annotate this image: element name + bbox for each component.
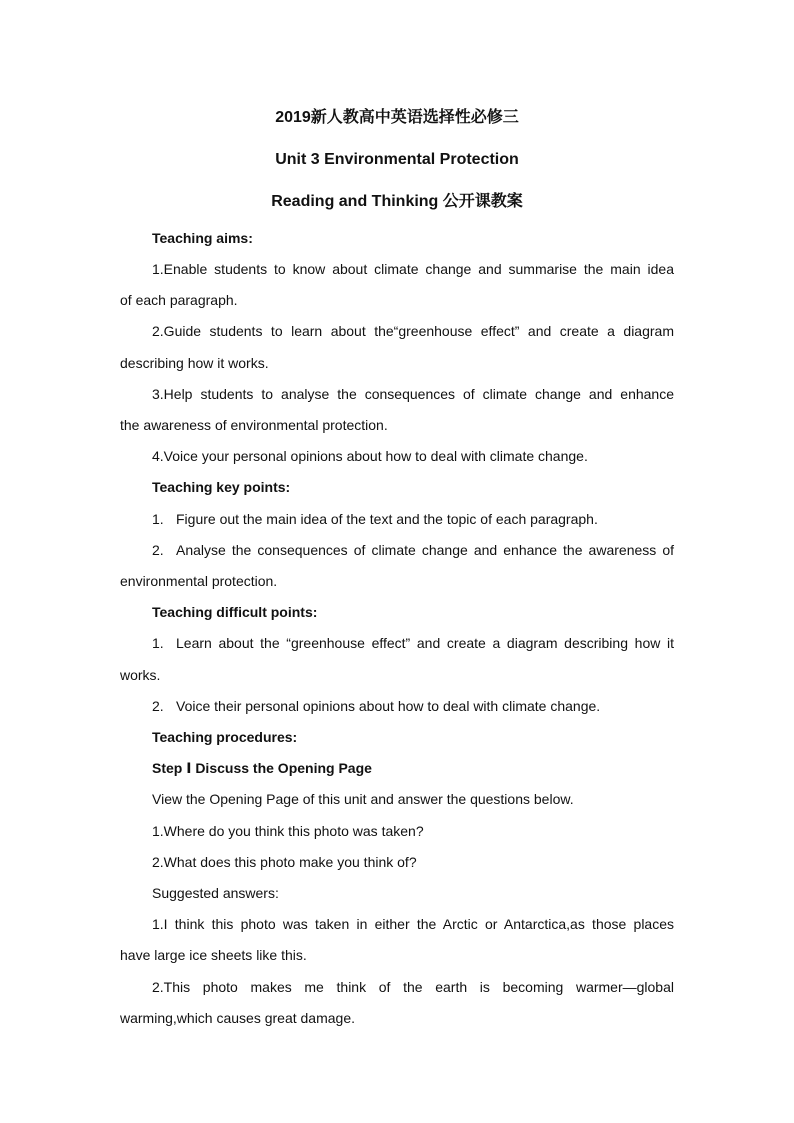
answer-1-line-1: 1.I think this photo was taken in either the Arctic or Antarctica,as those places (152, 916, 674, 932)
aim-4: 4.Voice your personal opinions about how to deal with climate change. (152, 448, 588, 464)
difficult-points-heading: Teaching difficult points: (152, 604, 318, 620)
question-1: 1.Where do you think this photo was taken? (152, 823, 424, 839)
unit-title: Unit 3 Environmental Protection (275, 151, 519, 168)
difficult-point-1-text: Learn about the “greenhouse effect” and create a diagram describing how it (176, 635, 674, 651)
aim-1-line-1: 1.Enable students to know about climate change and summarise the main idea (152, 261, 674, 277)
step-1-heading: Step Ⅰ Discuss the Opening Page (152, 760, 372, 776)
key-point-2-line-2: environmental protection. (120, 573, 278, 589)
key-point-2-text: Analyse the consequences of climate change and enhance the awareness of (176, 542, 674, 558)
difficult-point-1-line-2: works. (120, 667, 161, 683)
list-number: 2. (152, 542, 164, 558)
list-number: 1. (152, 511, 164, 527)
aims-heading: Teaching aims: (152, 230, 253, 246)
procedures-heading: Teaching procedures: (152, 729, 298, 745)
difficult-point-2 (152, 697, 674, 715)
answer-1-line-2: have large ice sheets like this. (120, 947, 307, 963)
answer-2-line-2: warming,which causes great damage. (120, 1010, 356, 1026)
step-1-intro: View the Opening Page of this unit and answer the questions below. (152, 791, 574, 807)
difficult-point-1-line-1 (152, 634, 674, 652)
aim-3-line-2: the awareness of environmental protection. (120, 417, 388, 433)
aim-2-line-2: describing how it works. (120, 355, 269, 371)
key-point-1 (152, 510, 674, 528)
aim-1-line-2: of each paragraph. (120, 292, 238, 308)
suggested-answers-label: Suggested answers: (152, 885, 279, 901)
key-points-heading: Teaching key points: (152, 479, 291, 495)
answer-2-line-1: 2.This photo makes me think of the earth is becoming warmer—global (152, 979, 674, 995)
list-number: 1. (152, 635, 164, 651)
list-number: 2. (152, 698, 164, 714)
question-2: 2.What does this photo make you think of? (152, 854, 417, 870)
lesson-title: Reading and Thinking 公开课教案 (271, 193, 523, 210)
difficult-point-2-text: Voice their personal opinions about how to deal with climate change. (176, 698, 601, 714)
document-title: 2019新人教高中英语选择性必修三 (275, 109, 519, 126)
aim-2-line-1: 2.Guide students to learn about the“greenhouse effect” and create a diagram (152, 323, 674, 339)
key-point-2-line-1 (152, 541, 674, 559)
key-point-1-text: Figure out the main idea of the text and the topic of each paragraph. (176, 511, 598, 527)
aim-3-line-1: 3.Help students to analyse the consequences of climate change and enhance (152, 386, 674, 402)
